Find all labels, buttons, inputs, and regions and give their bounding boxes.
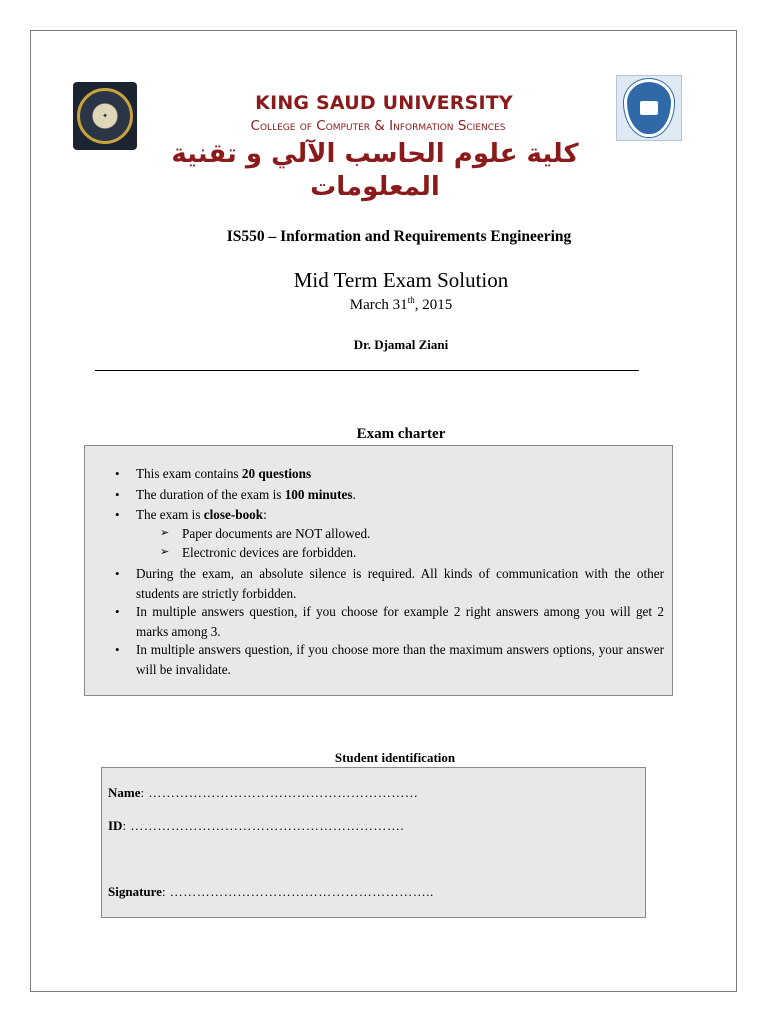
name-blank: : …………………………………………………… [140,785,419,800]
college-name: College of Computer & Information Sciences [250,118,506,134]
arrow-bullet-icon: ➢ [160,527,170,539]
name-field[interactable] [108,785,418,801]
rule-emphasis: 20 questions [241,466,312,481]
exam-date [0,295,768,314]
id-blank: : ……………………………………………………. [122,818,405,833]
exam-date-day: March 31 [349,297,408,313]
charter-rule-multiple-right [115,602,664,641]
charter-subrule-devices [160,543,582,563]
charter-rule-multiple-max [115,640,664,679]
arrow-bullet-icon: ➢ [160,546,170,558]
university-name: KING SAUD UNIVERSITY [255,92,513,114]
rule-text: This exam contains [136,466,242,481]
exam-date-suffix: th [407,295,415,305]
rule-text: Paper documents are NOT allowed. [182,526,371,541]
rule-emphasis: 100 minutes [284,487,353,502]
bullet-icon: • [115,507,120,522]
charter-subrule-paper [160,524,582,544]
bullet-icon: • [115,642,120,657]
course-title: IS550 – Information and Requirements Engineering [226,228,572,245]
college-name-arabic: كلية علوم الحاسب الآلي و تقنية المعلومات [171,139,579,202]
college-seal-icon: ✦ [73,82,137,150]
exam-author: Dr. Djamal Ziani [353,337,449,352]
signature-field[interactable] [108,884,434,900]
rule-text: : [263,507,267,522]
name-label: Name [108,785,141,800]
rule-text: In multiple answers question, if you choose for example 2 right answers among you will get 2 marks among 3. [136,604,664,639]
divider-line [95,370,639,371]
charter-rule-silence [115,564,664,603]
rule-text: During the exam, an absolute silence is required. All kinds of communication with the other students are strictly forbidden. [136,566,664,601]
rule-text: In multiple answers question, if you choose more than the maximum answers options, your answer will be invalidate. [136,642,664,677]
rule-text: The exam is [136,507,204,522]
bullet-icon: • [115,487,120,502]
charter-rule-questions [115,464,664,484]
rule-text: Electronic devices are forbidden. [182,545,357,560]
id-field[interactable] [108,818,404,834]
student-id-heading: Student identification [334,750,456,765]
exam-date-year: , 2015 [414,297,453,313]
rule-emphasis: close-book [203,507,264,522]
bullet-icon: • [115,566,120,581]
exam-title: Mid Term Exam Solution [293,268,509,292]
signature-blank: : ………………………………………………….. [161,884,434,899]
rule-text: . [352,487,356,502]
signature-label: Signature [108,884,162,899]
charter-rule-duration [115,485,664,505]
charter-rule-closebook [115,505,664,525]
bullet-icon: • [115,604,120,619]
bullet-icon: • [115,466,120,481]
rule-text: The duration of the exam is [136,487,285,502]
id-label: ID [108,818,123,833]
charter-heading: Exam charter [356,426,446,442]
